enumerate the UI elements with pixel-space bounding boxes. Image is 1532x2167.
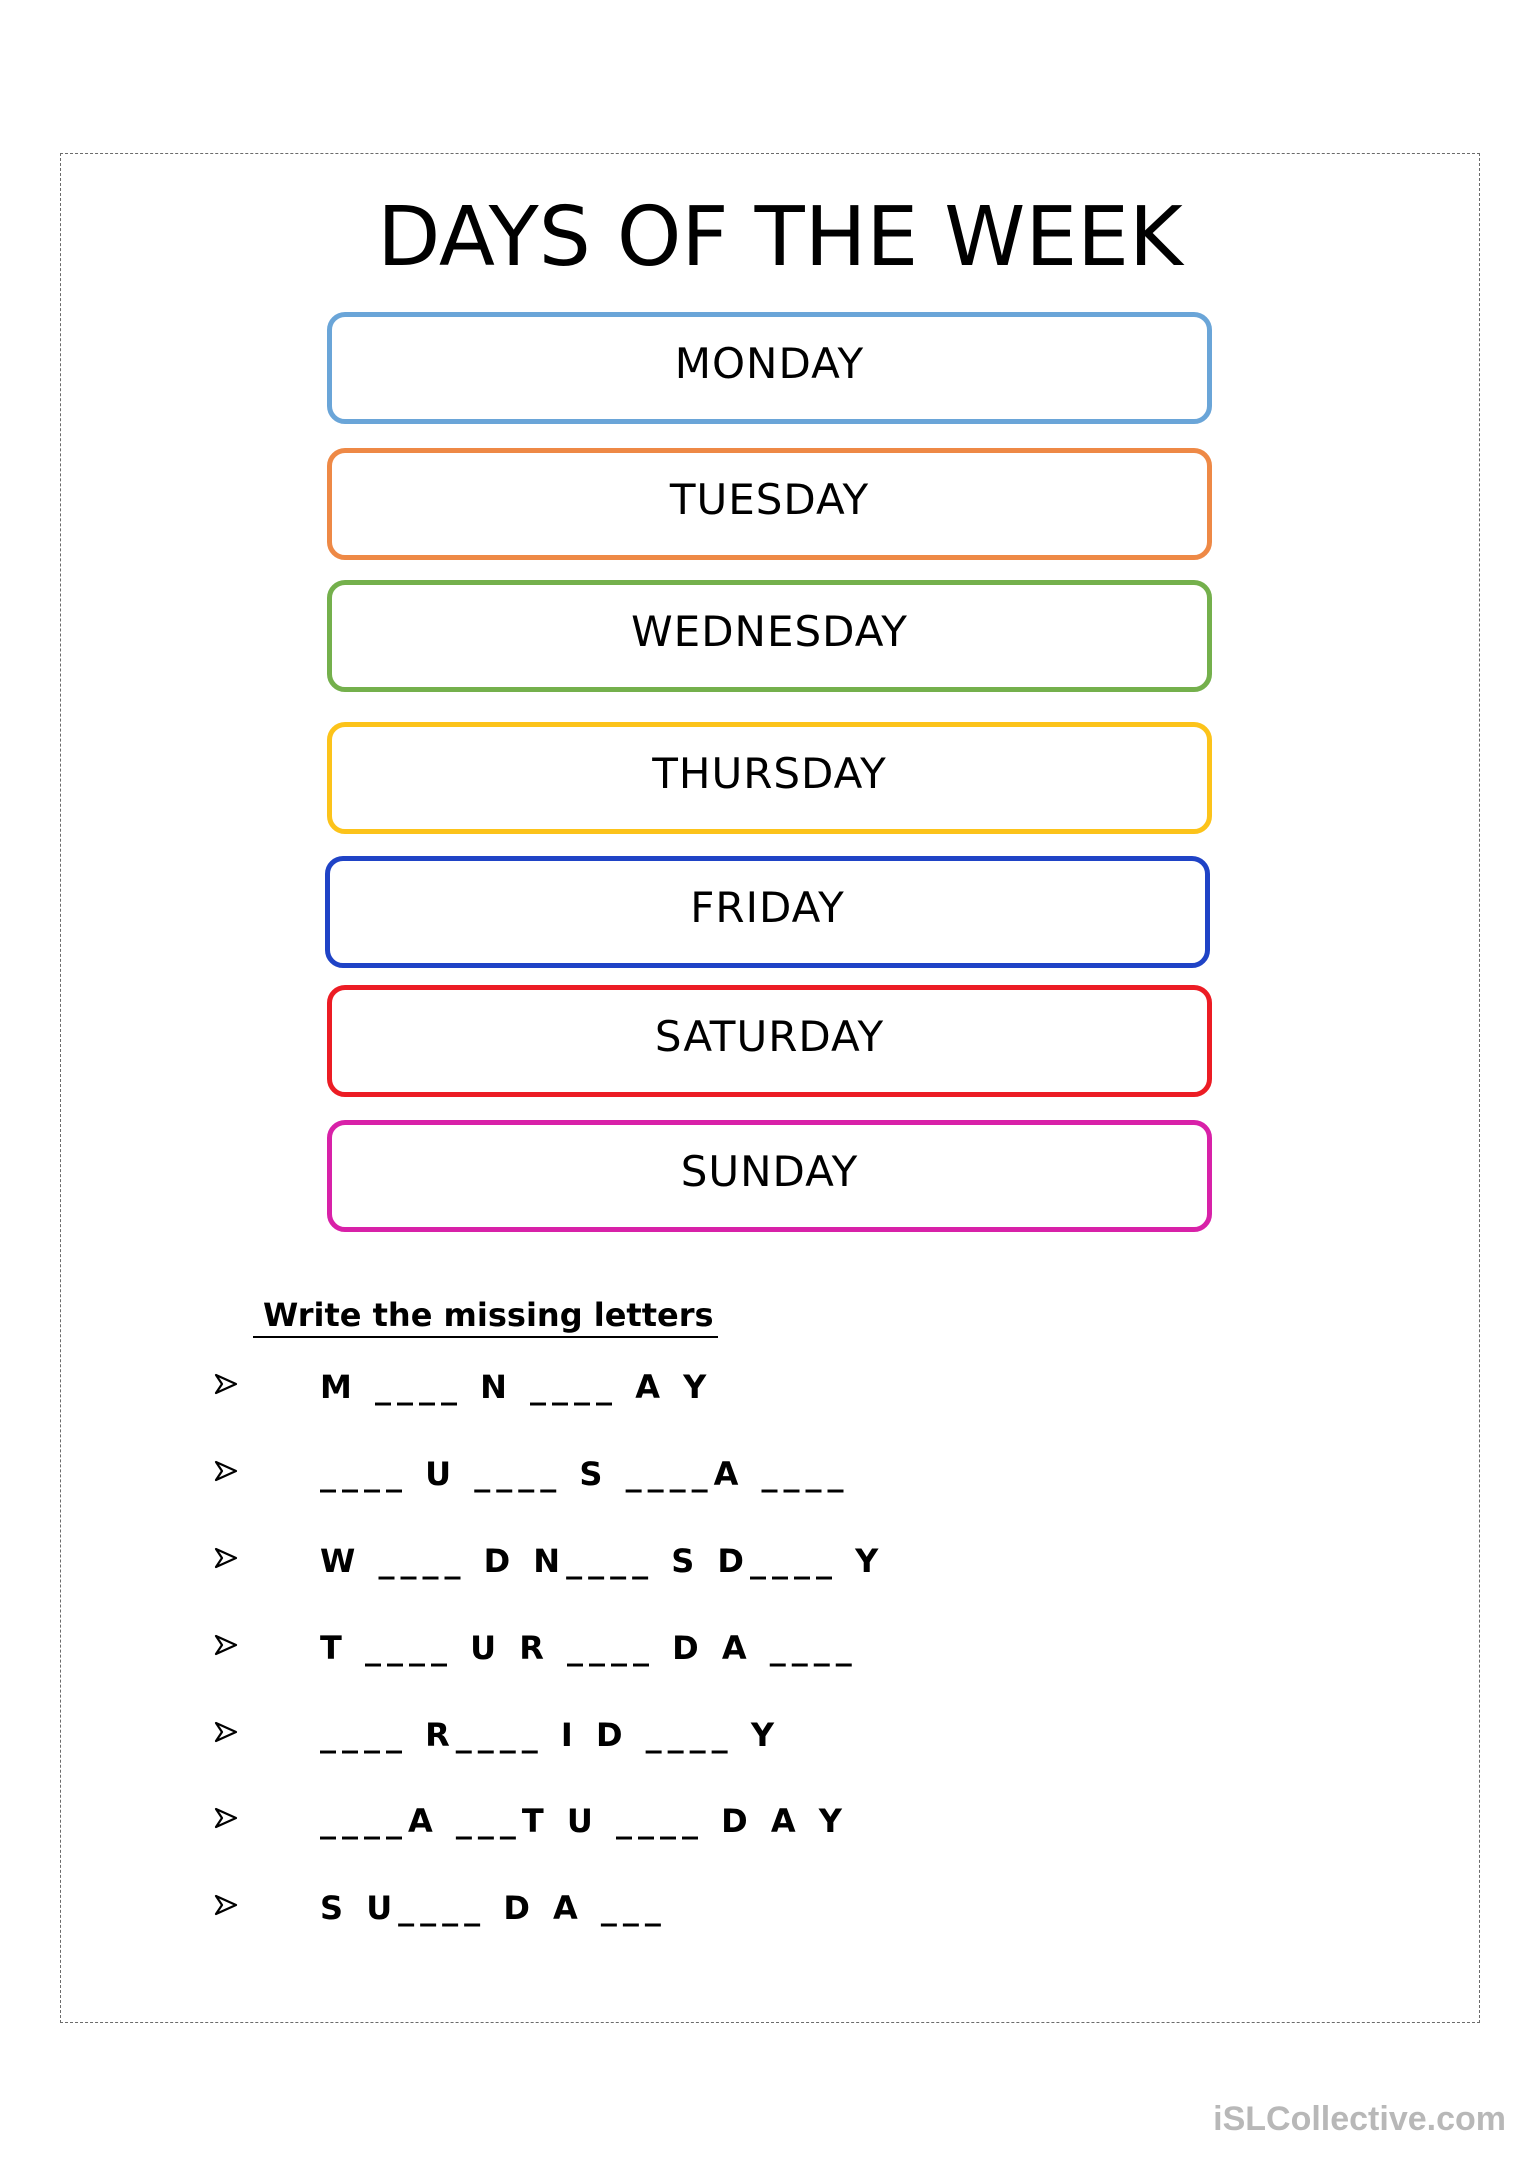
arrowhead-bullet-icon — [213, 1371, 243, 1403]
exercise-item-saturday — [213, 1796, 848, 1846]
exercise-item-monday — [213, 1362, 712, 1412]
exercise-instruction: Write the missing letters — [253, 1296, 718, 1338]
exercise-item-tuesday — [213, 1449, 850, 1499]
day-box-saturday: SATURDAY — [327, 985, 1212, 1097]
day-box-monday: MONDAY — [327, 312, 1212, 424]
day-box-sunday: SUNDAY — [327, 1120, 1212, 1232]
islcollective-watermark: iSLCollective.com — [1213, 2100, 1506, 2138]
missing-letters-puzzle[interactable]: M ____ N ____ A Y — [320, 1368, 713, 1406]
exercise-item-thursday — [213, 1623, 858, 1673]
arrowhead-bullet-icon — [213, 1892, 243, 1924]
missing-letters-puzzle[interactable]: W ____ D N____ S D____ Y — [320, 1542, 885, 1580]
day-box-friday: FRIDAY — [325, 856, 1210, 968]
missing-letters-puzzle[interactable]: ____ R____ I D ____ Y — [320, 1716, 780, 1754]
exercise-item-friday — [213, 1710, 780, 1760]
missing-letters-puzzle[interactable]: S U____ D A ___ — [320, 1889, 667, 1927]
arrowhead-bullet-icon — [213, 1545, 243, 1577]
exercise-item-sunday — [213, 1883, 667, 1933]
missing-letters-puzzle[interactable]: ____A ___T U ____ D A Y — [320, 1802, 848, 1840]
missing-letters-puzzle[interactable]: T ____ U R ____ D A ____ — [320, 1629, 858, 1667]
worksheet-title: DAYS OF THE WEEK — [377, 190, 1183, 285]
arrowhead-bullet-icon — [213, 1632, 243, 1664]
day-box-wednesday: WEDNESDAY — [327, 580, 1212, 692]
arrowhead-bullet-icon — [213, 1458, 243, 1490]
exercise-item-wednesday — [213, 1536, 884, 1586]
day-box-tuesday: TUESDAY — [327, 448, 1212, 560]
day-box-thursday: THURSDAY — [327, 722, 1212, 834]
arrowhead-bullet-icon — [213, 1805, 243, 1837]
arrowhead-bullet-icon — [213, 1719, 243, 1751]
missing-letters-puzzle[interactable]: ____ U ____ S ____A ____ — [320, 1455, 850, 1493]
